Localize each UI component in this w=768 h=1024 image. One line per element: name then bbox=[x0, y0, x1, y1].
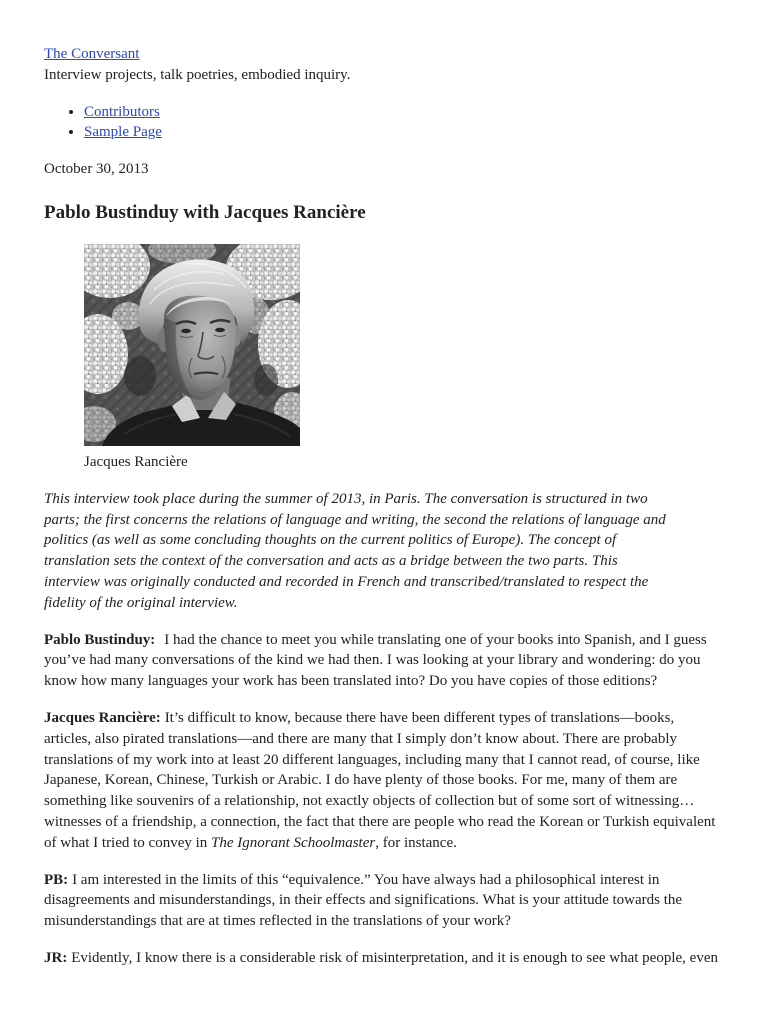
dialogue-paragraph bbox=[44, 708, 724, 854]
post-figure bbox=[84, 244, 300, 473]
speaker-label: Jacques Rancière: bbox=[44, 709, 161, 726]
speaker-label: Pablo Bustinduy: bbox=[44, 631, 156, 648]
speaker-label: JR: bbox=[44, 949, 68, 966]
site-nav bbox=[44, 102, 724, 144]
dialogue-paragraph bbox=[44, 948, 724, 969]
nav-item-contributors bbox=[84, 102, 724, 123]
dialogue-text: I am interested in the limits of this “equivalence.” You have always had a philosophical interest in disagreements and misunderstandings, in their effects and significations. What is your attitude towards the misunderstandings that are at times reflected in the translations of your work? bbox=[44, 871, 683, 930]
dialogue-paragraph bbox=[44, 630, 724, 692]
speaker-label: PB: bbox=[44, 871, 69, 888]
image-caption: Jacques Rancière bbox=[84, 453, 188, 470]
book-title: The Ignorant Schoolmaster bbox=[211, 834, 376, 851]
site-header bbox=[44, 44, 724, 86]
post-title: Pablo Bustinduy with Jacques Rancière bbox=[44, 201, 366, 223]
dialogue-text: It’s difficult to know, because there have been different types of translations—books, articles, also pirated translations—and there are many that I simply don’t know about. There are probably translations of my work into at least 20 different languages, including many that I cannot read, of course, like Japanese, Korean, Chinese, Turkish or Arabic. I do have plenty of those books. For me, many of them are something like souvenirs of a relationship, not exactly objects of collection but of some sort of witnessing… witnesses of a friendship, a connection, the fact that there are people who read the Korean or Turkish equivalent of what I tried to convey in bbox=[44, 709, 716, 851]
nav-item-sample-page bbox=[84, 122, 724, 143]
site-tagline: Interview projects, talk poetries, embodied inquiry. bbox=[44, 66, 351, 83]
dialogue-paragraph bbox=[44, 870, 724, 932]
site-title-link[interactable]: The Conversant bbox=[44, 46, 140, 62]
post-date: October 30, 2013 bbox=[44, 161, 149, 178]
dialogue-text: Evidently, I know there is a considerable risk of misinterpretation, and it is enough to see what people, even bbox=[71, 949, 718, 966]
author-portrait-image bbox=[84, 244, 300, 446]
post-article bbox=[44, 159, 724, 969]
nav-link-sample-page[interactable]: Sample Page bbox=[84, 124, 162, 141]
intro-paragraph: This interview took place during the summer of 2013, in Paris. The conversation is structured in two parts; the first concerns the relations of language and writing, the second the relations of language and politics (as well as some concluding thoughts on the current politics of Europe). The concept of translation sets the context of the conversation and acts as a bridge between the two parts. This interview was originally conducted and recorded in French and transcribed/translated to respect the fidelity of the original interview. bbox=[44, 490, 666, 611]
dialogue-text: I had the chance to meet you while translating one of your books into Spanish, and I guess you’ve had many conversations of the kind we had then. I was looking at your library and wondering: do you know how many languages your work has been translated into? Do you have copies of those editions? bbox=[44, 631, 707, 690]
nav-link-contributors[interactable]: Contributors bbox=[84, 103, 160, 120]
dialogue-text-end: , for instance. bbox=[375, 834, 457, 851]
site-title-row bbox=[44, 44, 724, 65]
